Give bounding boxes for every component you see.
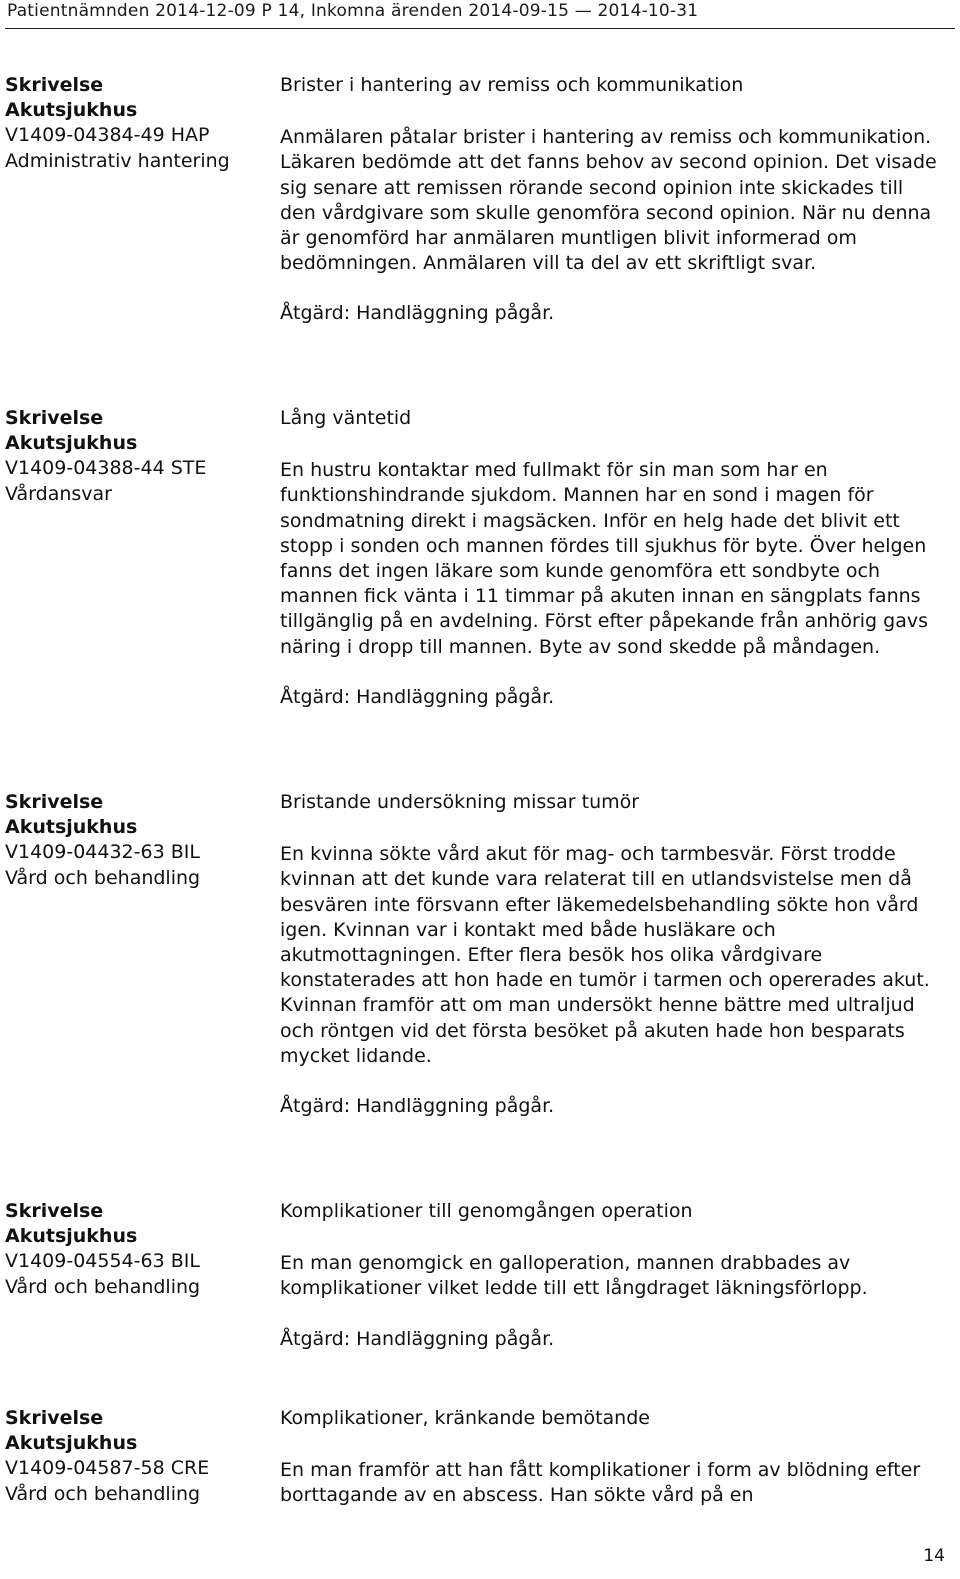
case-facility: Akutsjukhus [5,432,138,455]
case-id: V1409-04388-44 STE [5,457,207,480]
case-action: Åtgärd: Handläggning pågår. [280,1327,555,1350]
case-subject: Bristande undersökning missar tumör [280,791,640,813]
case-subject: Komplikationer till genomgången operation [280,1200,693,1222]
case-content [280,790,945,1119]
case-action: Åtgärd: Handläggning pågår. [280,302,555,325]
case-id: V1409-04384-49 HAP [5,124,210,147]
case-subject: Komplikationer, kränkande bemötande [280,1407,650,1429]
case-facility: Akutsjukhus [5,99,138,122]
case-id: V1409-04587-58 CRE [5,1457,210,1480]
case-type: Skrivelse [5,791,104,813]
case-content [280,73,945,327]
case-content [280,1406,945,1509]
case-body: En man genomgick en galloperation, mannen drabbades av komplikationer vilket ledde till ett långdraget läkningsförlopp. [280,1252,868,1300]
case-content [280,406,945,710]
case-type: Skrivelse [5,407,104,429]
case-meta [5,790,267,891]
case-action: Åtgärd: Handläggning pågår. [280,685,555,708]
case-action: Åtgärd: Handläggning pågår. [280,1095,555,1118]
case-type: Skrivelse [5,74,104,96]
case-meta [5,1406,267,1507]
case-facility: Akutsjukhus [5,1225,138,1248]
case-body: En man framför att han fått komplikationer i form av blödning efter borttagande av en abscess. Han sökte vård på en [280,1459,921,1507]
case-meta [5,406,267,507]
case-category: Vårdansvar [5,482,112,505]
case-id: V1409-04554-63 BIL [5,1250,200,1273]
header-divider [5,28,955,29]
page-header-title: Patientnämnden 2014-12-09 P 14, Inkomna ärenden 2014-09-15 — 2014-10-31 [7,1,699,21]
case-subject: Lång väntetid [280,407,412,429]
page-number: 14 [923,1546,945,1566]
case-facility: Akutsjukhus [5,816,138,839]
case-meta [5,1199,267,1300]
case-category: Administrativ hantering [5,149,230,172]
case-id: V1409-04432-63 BIL [5,841,200,864]
case-category: Vård och behandling [5,1482,201,1505]
case-meta [5,73,267,174]
case-type: Skrivelse [5,1407,104,1429]
case-subject: Brister i hantering av remiss och kommunikation [280,74,744,96]
case-body: En kvinna sökte vård akut för mag- och tarmbesvär. Först trodde kvinnan att det kunde vara relaterat till en utlandsvistelse men då besvären inte försvann efter läkemedelsbehandling sökte hon vård igen. Kvinnan var i kontakt med både husläkare och akutmottagningen. Efter flera besök hos olika vårdgivare konstaterades att hon hade en tumör i tarmen och opererades akut. Kvinnan framför att om man undersökt henne bättre med ultraljud och röntgen vid det första besöket på akuten hade hon besparats mycket lidande. [280,843,930,1067]
case-body: En hustru kontaktar med fullmakt för sin man som har en funktionshindrande sjukdom. Mannen har en sond i magen för sondmatning direkt i magsäcken. Inför en helg hade det blivit ett stopp i sonden och mannen fördes till sjukhus för byte. Över helgen fanns det ingen läkare som kunde genomföra ett sondbyte och mannen fick vänta i 11 timmar på akuten innan en sängplats fanns tillgänglig på en avdelning. Först efter påpekande från anhörig gavs näring i dropp till mannen. Byte av sond skedde på måndagen. [280,459,929,658]
case-content [280,1199,945,1352]
case-facility: Akutsjukhus [5,1432,138,1455]
page-header [5,0,955,30]
case-category: Vård och behandling [5,866,201,889]
case-category: Vård och behandling [5,1275,201,1298]
case-type: Skrivelse [5,1200,104,1222]
case-body: Anmälaren påtalar brister i hantering av remiss och kommunikation. Läkaren bedömde att det fanns behov av second opinion. Det visade sig senare att remissen rörande second opinion inte skickades till den vårdgivare som skulle genomföra second opinion. När nu denna är genomförd har anmälaren muntligen blivit informerad om bedömningen. Anmälaren vill ta del av ett skriftligt svar. [280,126,937,275]
